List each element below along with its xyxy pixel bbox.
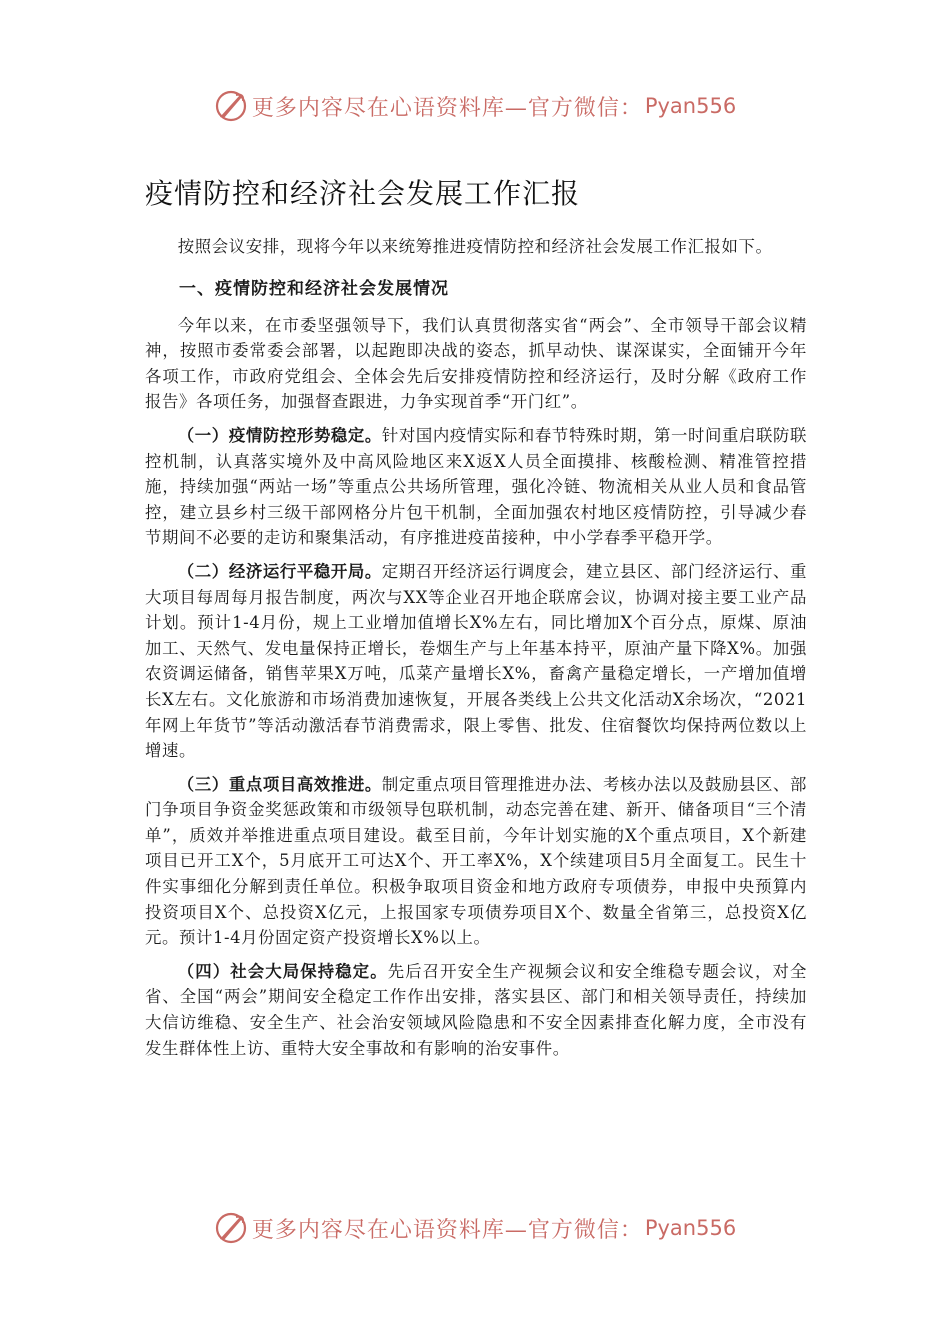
footer-banner (0, 1206, 950, 1250)
header-banner (0, 84, 950, 128)
item-lead-2: （二）经济运行平稳开局。 (177, 561, 382, 581)
document-title: 疫情防控和经济社会发展工作汇报 (145, 177, 581, 210)
banner-wechat-id: Pyan556 (644, 1216, 737, 1240)
item-text-2: 定期召开经济运行调度会，建立县区、部门经济运行、重大项目每周每月报告制度，两次与XX等企业召开地企联席会议，协调对接主要工业产品计划。预计1-4月份，规上工业增加值增长X%左右，同比增加X个百分点，原煤、原油加工、天然气、发电量保持正增长，卷烟生产与上年基本持平，原油产量下降X%。加强农资调运储备，销售苹果X万吨，瓜菜产量增长X%，畜禽产量稳定增长，一产增加值增长X左右。文化旅游和市场消费加速恢复，开展各类线上公共文化活动X余场次，“2021年网上年货节”等活动激活春节消费需求，限上零售、批发、住宿餐饮均保持两位数以上增速。 (145, 561, 808, 761)
item-paragraph-4 (145, 959, 807, 1061)
item-text-1: 针对国内疫情实际和春节特殊时期，第一时间重启联防联控机制，认真落实境外及中高风险地区来X返X人员全面摸排、核酸检测、精准管控措施，持续加强“两站一场”等重点公共场所管理，强化冷链、物流相关从业人员和食品管控，建立县乡村三级干部网格分片包干机制，全面加强农村地区疫情防控，引导减少春节期间不必要的走访和聚集活动，有序推进疫苗接种，中小学春季平稳开学。 (145, 425, 808, 548)
item-lead-3: （三）重点项目高效推进。 (177, 774, 382, 794)
banner-wechat-id: Pyan556 (644, 94, 737, 118)
section-paragraph: 今年以来，在市委坚强领导下，我们认真贯彻落实省“两会”、全市领导干部会议精神，按照市委常委会部署，以起跑即决战的姿态，抓早动快、谋深谋实，全面铺开今年各项工作，市政府党组会、全体会先后安排疫情防控和经济运行，及时分解《政府工作报告》各项任务，加强督查跟进，力争实现首季“开门红”。 (145, 315, 807, 412)
section-heading: 一、疫情防控和经济社会发展情况 (179, 278, 449, 299)
item-lead-1: （一）疫情防控形势稳定。 (177, 425, 382, 445)
item-paragraph-1 (145, 423, 807, 551)
item-text-3: 制定重点项目管理推进办法、考核办法以及鼓励县区、部门争项目争资金奖惩政策和市级领导包联机制，动态完善在建、新开、储备项目“三个清单”，质效并举推进重点项目建设。截至目前，今年计划实施的X个重点项目，X个新建项目已开工X个，5月底开工可达X个、开工率X%，X个续建项目5月全面复工。民生十件实事细化分解到责任单位。积极争取项目资金和地方政府专项债券，申报中央预算内投资项目X个、总投资X亿元，上报国家专项债券项目X个、数量全省第三，总投资X亿元。预计1-4月份固定资产投资增长X%以上。 (145, 774, 808, 948)
item-paragraph-2 (145, 559, 807, 764)
banner-text: 更多内容尽在心语资料库—官方微信： (251, 95, 643, 121)
item-lead-4: （四）社会大局保持稳定。 (177, 961, 388, 981)
item-text-4: 先后召开安全生产视频会议和安全维稳专题会议，对全省、全国“两会”期间安全稳定工作作出安排，落实县区、部门和相关领导责任，持续加大信访维稳、安全生产、社会治安领域风险隐患和不安全因素排查化解力度，全市没有发生群体性上访、重特大安全事故和有影响的治安事件。 (145, 961, 807, 1058)
quill-logo-icon (214, 89, 248, 123)
quill-logo-icon (214, 1211, 248, 1245)
item-paragraph-3 (145, 772, 807, 951)
document-body (145, 172, 807, 1069)
banner-text: 更多内容尽在心语资料库—官方微信： (251, 1217, 643, 1243)
intro-paragraph: 按照会议安排，现将今年以来统筹推进疫情防控和经济社会发展工作汇报如下。 (177, 237, 773, 256)
